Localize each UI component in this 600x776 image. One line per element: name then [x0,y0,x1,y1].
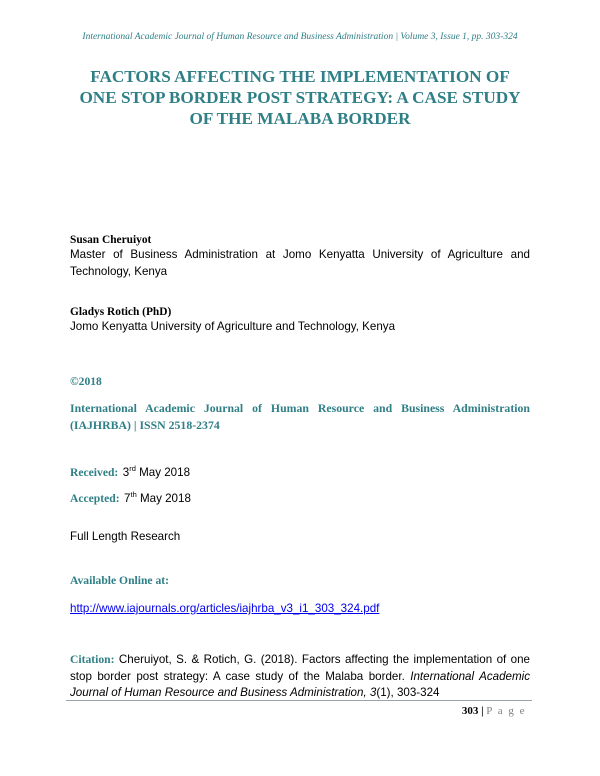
received-value [123,466,190,479]
journal-info: International Academic Journal of Human Resource and Business Administration (IAJHRBA) | ISSN 2518-2374 [70,401,530,432]
author-1-affiliation: Master of Business Administration at Jomo Kenyatta University of Agriculture and Technology, Kenya [70,248,530,278]
page-label: P a g e [486,705,526,717]
accepted-label: Accepted: [70,492,120,505]
accepted-suffix: th [130,490,137,499]
title-line-3: OF THE MALABA BORDER [189,109,411,128]
received-suffix: rd [129,464,136,473]
article-type: Full Length Research [70,530,181,543]
page-number [462,705,526,717]
title-line-1: FACTORS AFFECTING THE IMPLEMENTATION OF [90,67,510,86]
available-online-label: Available Online at: [70,574,169,587]
author-2-name: Gladys Rotich (PhD) [70,306,172,318]
author-2 [70,306,530,336]
received-month-year: May 2018 [139,466,191,479]
title-line-2: ONE STOP BORDER POST STRATEGY: A CASE STUDY [79,88,521,107]
page-number-value: 303 [461,705,479,717]
author-1 [70,234,530,280]
received-day: 3 [122,466,130,479]
citation-issue-pages: (1), 303-324 [376,686,440,699]
page-separator: | [481,705,484,717]
footer-divider [66,700,532,701]
citation-volume: 3 [369,686,377,699]
author-2-affiliation: Jomo Kenyatta University of Agriculture and Technology, Kenya [70,320,396,333]
citation-journal: International Academic Journal of Human Resource and Business Administration, [70,669,530,699]
accepted-day: 7 [124,492,131,505]
running-head: International Academic Journal of Human Resource and Business Administration | Volume 3, Issue 1, pp. 303-324 [82,32,518,42]
citation [70,652,530,702]
received-label: Received: [70,466,119,479]
accepted-date [70,489,530,508]
accepted-value [124,492,191,505]
accepted-month-year: May 2018 [139,492,191,505]
author-1-name: Susan Cheruiyot [70,234,152,246]
copyright-year: ©2018 [70,375,102,388]
article-url-row [70,599,530,617]
citation-label: Citation: [70,653,115,666]
article-url-link[interactable]: http://www.iajournals.org/articles/iajhrba_v3_i1_303_324.pdf [70,602,380,615]
paper-title [40,66,560,129]
received-date [70,463,530,482]
citation-text: Cheruiyot, S. & Rotich, G. (2018). Factors affecting the implementation of one stop border post strategy: A case study of the Malaba border. [70,653,530,683]
